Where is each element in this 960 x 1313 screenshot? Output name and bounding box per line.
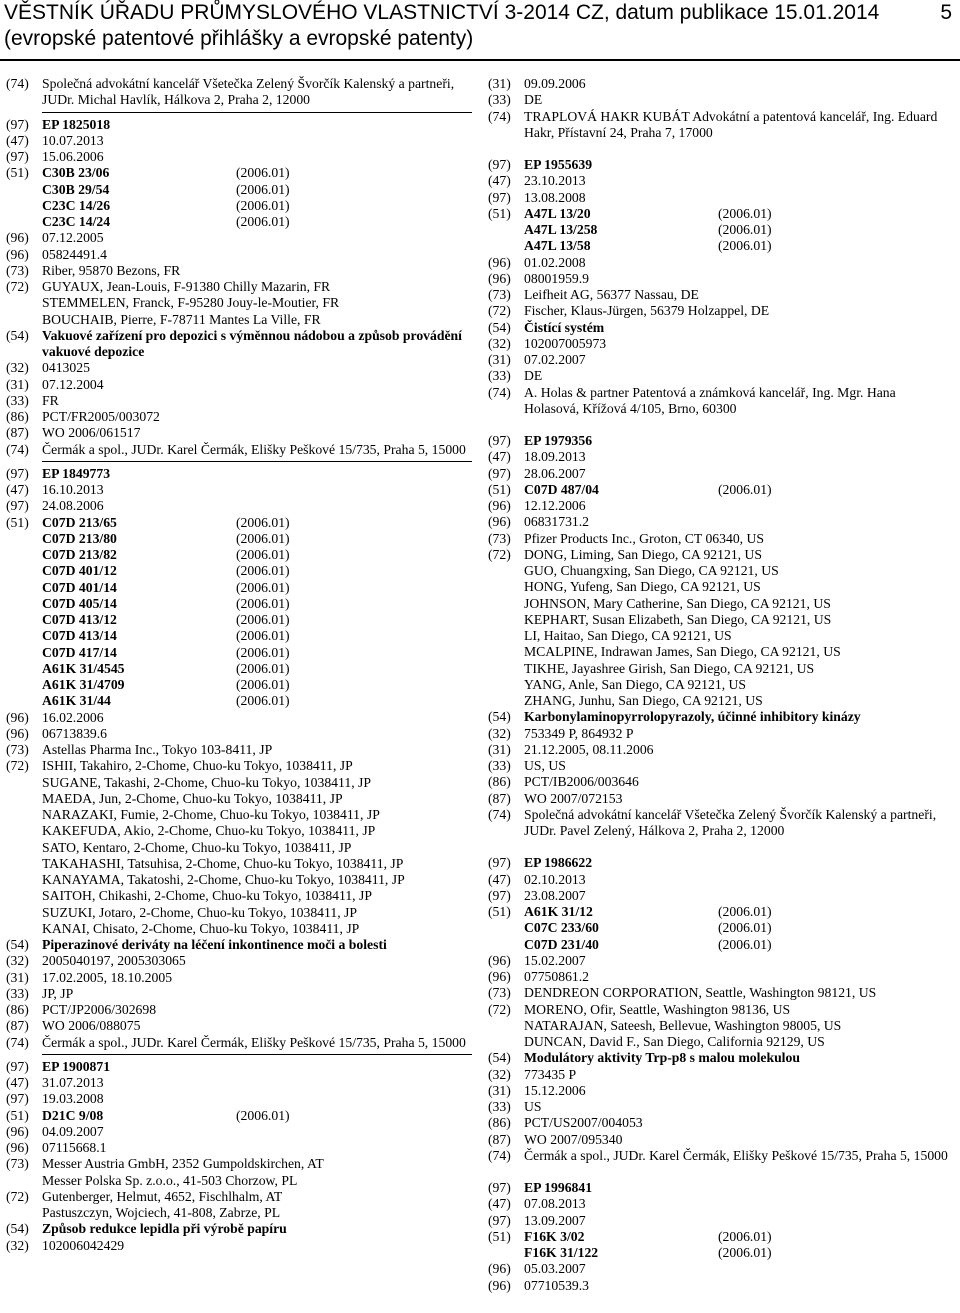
field-73: (73) Leifheit AG, 56377 Nassau, DE	[488, 287, 699, 302]
field-32: (32) 773435 P	[488, 1066, 577, 1082]
field-96: (96) 05.03.2007	[488, 1261, 586, 1277]
page-number: 5	[940, 1, 952, 24]
field-72: TIKHE, Jayashree Girish, San Diego, CA 92121, US	[524, 660, 815, 676]
field-72: YANG, Anle, San Diego, CA 92121, US	[524, 676, 747, 692]
field-32: (32) 102006042429	[6, 1237, 125, 1253]
entry-gap	[488, 141, 954, 157]
journal-subtitle: (evropské patentové přihlášky a evropské patenty)	[4, 27, 474, 50]
field-96: (96) 07.12.2005	[6, 230, 104, 246]
field-51: C30B 29/54 (2006.01)	[42, 181, 290, 197]
field-74: (74) Společná advokátní kancelář Všetečka Zelený Švorčík Kalenský a partneři, JUDr. Pavel Zelený, Hálkova 2, Praha 2, 12000	[488, 806, 937, 838]
field-33: (33) DE	[488, 368, 543, 384]
field-97: (97) 19.03.2008	[6, 1091, 104, 1107]
field-54: (54) Způsob redukce lepidla při výrobě papíru	[6, 1221, 287, 1237]
field-47: (47) 10.07.2013	[6, 132, 104, 148]
entry-gap	[488, 417, 954, 433]
field-73: (73) Riber, 95870 Bezons, FR	[6, 262, 181, 278]
field-51: C23C 14/24 (2006.01)	[42, 214, 290, 229]
entry-gap	[488, 839, 954, 855]
field-33: (33) US, US	[488, 758, 566, 773]
field-96: (96) 06713839.6	[6, 725, 108, 741]
field-74: (74) Společná advokátní kancelář Všetečka Zelený Švorčík Kalenský a partneři, JUDr. Michal Havlík, Hálkova 2, Praha 2, 12000	[6, 76, 455, 108]
field-72: MCALPINE, Indrawan James, San Diego, CA 92121, US	[524, 644, 841, 660]
field-72: JOHNSON, Mary Catherine, San Diego, CA 92121, US	[524, 595, 831, 611]
field-51: C07D 405/14 (2006.01)	[42, 595, 290, 611]
field-97: (97) 13.09.2007	[488, 1212, 586, 1228]
field-51: C07D 231/40 (2006.01)	[524, 936, 772, 952]
field-96: (96) 07750861.2	[488, 969, 590, 984]
field-72: DUNCAN, David F., San Diego, California 92129, US	[524, 1034, 825, 1049]
field-97: (97) 24.08.2006	[6, 498, 104, 514]
field-96: (96) 04.09.2007	[6, 1123, 104, 1139]
header-rule	[0, 59, 960, 61]
field-51: F16K 31/122 (2006.01)	[524, 1245, 772, 1260]
field-51: A47L 13/58 (2006.01)	[524, 238, 772, 254]
field-72: TAKAHASHI, Tatsuhisa, 2-Chome, Chuo-ku Tokyo, 1038411, JP	[42, 855, 404, 871]
field-32: (32) 0413025	[6, 360, 90, 376]
field-96: (96) 15.02.2007	[488, 952, 586, 968]
entry-divider	[6, 458, 470, 466]
entry-divider	[6, 1051, 470, 1059]
field-54: (54) Vakuové zařízení pro depozici s výměnnou nádobou a způsob provádění vakuové depozice	[6, 327, 462, 359]
field-51: A47L 13/258 (2006.01)	[524, 222, 772, 237]
field-31: (31) 21.12.2005, 08.11.2006	[488, 741, 654, 757]
journal-title: VĚSTNÍK ÚŘADU PRŮMYSLOVÉHO VLASTNICTVÍ 3-2014 CZ, datum publikace 15.01.2014	[4, 1, 880, 24]
field-51: C07D 401/14 (2006.01)	[42, 579, 290, 595]
field-96: (96) 08001959.9	[488, 270, 590, 286]
field-51: (51) D21C 9/08 (2006.01)	[6, 1107, 290, 1123]
field-51: (51) C07D 487/04 (2006.01)	[488, 481, 772, 497]
field-51: (51) A47L 13/20 (2006.01)	[488, 205, 772, 221]
field-96: (96) 06831731.2	[488, 514, 590, 530]
field-54: (54) Čistící systém	[488, 319, 605, 335]
field-74: (74) Čermák a spol., JUDr. Karel Čermák, Elišky Peškové 15/735, Praha 5, 15000	[488, 1147, 948, 1163]
field-87: (87) WO 2006/061517	[6, 425, 141, 441]
field-32: (32) 753349 P, 864932 P	[488, 725, 634, 741]
field-33: (33) US	[488, 1099, 542, 1114]
entry-divider	[6, 109, 470, 117]
field-51: (51) C30B 23/06 (2006.01)	[6, 165, 290, 181]
field-96: (96) 05824491.4	[6, 246, 108, 262]
field-72: Pastuszczyn, Wojciech, 41-808, Zabrze, PL	[42, 1205, 281, 1220]
field-47: (47) 07.08.2013	[488, 1196, 586, 1212]
field-31: (31) 17.02.2005, 18.10.2005	[6, 969, 173, 985]
field-87: (87) WO 2007/095340	[488, 1131, 623, 1147]
field-32: (32) 2005040197, 2005303065	[6, 953, 186, 969]
field-72: HONG, Yufeng, San Diego, CA 92121, US	[524, 579, 761, 595]
field-97: (97) EP 1825018	[6, 116, 111, 132]
field-97: (97) EP 1955639	[488, 157, 593, 172]
field-51: C07D 413/14 (2006.01)	[42, 628, 290, 644]
field-72: SUZUKI, Jotaro, 2-Chome, Chuo-ku Tokyo, 1038411, JP	[42, 904, 357, 920]
field-86: (86) PCT/IB2006/003646	[488, 774, 639, 790]
field-72: MAEDA, Jun, 2-Chome, Chuo-ku Tokyo, 1038411, JP	[42, 790, 343, 806]
field-97: (97) 23.08.2007	[488, 887, 586, 903]
field-74: (74) A. Holas & partner Patentová a známková kancelář, Ing. Mgr. Hana Holasová, Křížová 4/105, Brno, 60300	[488, 384, 896, 416]
field-97: (97) EP 1849773	[6, 465, 111, 481]
field-72: (72) ISHII, Takahiro, 2-Chome, Chuo-ku Tokyo, 1038411, JP	[6, 758, 353, 774]
field-72: NATARAJAN, Sateesh, Bellevue, Washington 98005, US	[524, 1017, 842, 1033]
entry-gap	[488, 1164, 954, 1180]
field-72: LI, Haitao, San Diego, CA 92121, US	[524, 628, 732, 643]
field-47: (47) 31.07.2013	[6, 1075, 104, 1090]
field-96: (96) 07115668.1	[6, 1140, 107, 1155]
field-73: (73) DENDREON CORPORATION, Seattle, Washington 98121, US	[488, 985, 877, 1001]
field-72: SAITOH, Chikashi, 2-Chome, Chuo-ku Tokyo, 1038411, JP	[42, 888, 372, 904]
right-column	[488, 76, 954, 1294]
field-97: (97) EP 1986622	[488, 855, 593, 871]
field-72: (72) DONG, Liming, San Diego, CA 92121, US	[488, 546, 763, 562]
field-87: (87) WO 2007/072153	[488, 790, 623, 806]
left-column	[6, 76, 470, 1254]
field-72: KANAI, Chisato, 2-Chome, Chuo-ku Tokyo, 1038411, JP	[42, 920, 360, 936]
field-73: Messer Polska Sp. z.o.o., 41-503 Chorzow, PL	[42, 1172, 298, 1188]
field-74: (74) TRAPLOVÁ HAKR KUBÁT Advokátní a patentová kancelář, Ing. Eduard Hakr, Přístavní 24, Praha 7, 17000	[488, 108, 938, 140]
field-72: KAKEFUDA, Akio, 2-Chome, Chuo-ku Tokyo, 1038411, JP	[42, 823, 376, 839]
field-72: STEMMELEN, Franck, F-95280 Jouy-le-Moutier, FR	[42, 295, 340, 311]
field-96: (96) 12.12.2006	[488, 498, 586, 513]
field-51: (51) F16K 3/02 (2006.01)	[488, 1228, 772, 1244]
field-97: (97) EP 1996841	[488, 1180, 593, 1195]
field-47: (47) 16.10.2013	[6, 482, 104, 497]
field-73: (73) Astellas Pharma Inc., Tokyo 103-8411, JP	[6, 742, 273, 757]
field-87: (87) WO 2006/088075	[6, 1018, 141, 1034]
field-74: (74) Čermák a spol., JUDr. Karel Čermák, Elišky Peškové 15/735, Praha 5, 15000	[6, 1034, 466, 1050]
field-86: (86) PCT/US2007/004053	[488, 1115, 643, 1131]
field-96: (96) 01.02.2008	[488, 254, 586, 270]
field-33: (33) JP, JP	[6, 985, 74, 1001]
field-96: (96) 07710539.3	[488, 1277, 590, 1293]
field-72: SATO, Kentaro, 2-Chome, Chuo-ku Tokyo, 1038411, JP	[42, 839, 352, 855]
field-72: SUGANE, Takashi, 2-Chome, Chuo-ku Tokyo, 1038411, JP	[42, 774, 371, 790]
field-51: (51) C07D 213/65 (2006.01)	[6, 514, 290, 530]
field-33: (33) DE	[488, 92, 543, 108]
field-47: (47) 02.10.2013	[488, 871, 586, 887]
field-51: C23C 14/26 (2006.01)	[42, 197, 290, 213]
field-73: (73) Pfizer Products Inc., Groton, CT 06340, US	[488, 530, 765, 546]
field-97: (97) 28.06.2007	[488, 465, 586, 481]
field-97: (97) EP 1979356	[488, 433, 593, 448]
field-32: (32) 102007005973	[488, 335, 607, 351]
field-31: (31) 07.02.2007	[488, 352, 586, 367]
field-54: (54) Modulátory aktivity Trp-p8 s malou molekulou	[488, 1050, 800, 1066]
field-47: (47) 23.10.2013	[488, 173, 586, 189]
field-72: (72) MORENO, Ofir, Seattle, Washington 98136, US	[488, 1001, 791, 1017]
field-72: NARAZAKI, Fumie, 2-Chome, Chuo-ku Tokyo, 1038411, JP	[42, 807, 380, 822]
field-86: (86) PCT/FR2005/003072	[6, 409, 160, 424]
field-51: C07D 213/82 (2006.01)	[42, 547, 290, 562]
field-72: (72) Fischer, Klaus-Jürgen, 56379 Holzappel, DE	[488, 303, 770, 319]
field-31: (31) 09.09.2006	[488, 76, 586, 91]
field-97: (97) EP 1900871	[6, 1058, 111, 1074]
field-51: A61K 31/4545 (2006.01)	[42, 660, 290, 676]
field-74: (74) Čermák a spol., JUDr. Karel Čermák, Elišky Peškové 15/735, Praha 5, 15000	[6, 441, 466, 457]
field-54: (54) Piperazinové deriváty na léčení inkontinence moči a bolesti	[6, 937, 387, 952]
field-97: (97) 15.06.2006	[6, 149, 104, 164]
field-54: (54) Karbonylaminopyrrolopyrazoly, účinné inhibitory kinázy	[488, 709, 861, 725]
field-51: A61K 31/44 (2006.01)	[42, 693, 290, 709]
field-96: (96) 16.02.2006	[6, 709, 104, 725]
field-51: C07D 413/12 (2006.01)	[42, 612, 290, 627]
field-51: (51) A61K 31/12 (2006.01)	[488, 904, 772, 919]
field-51: A61K 31/4709 (2006.01)	[42, 677, 290, 692]
field-51: C07D 417/14 (2006.01)	[42, 644, 290, 660]
field-72: GUO, Chuangxing, San Diego, CA 92121, US	[524, 563, 779, 578]
field-51: C07D 213/80 (2006.01)	[42, 530, 290, 546]
field-31: (31) 07.12.2004	[6, 376, 104, 392]
field-31: (31) 15.12.2006	[488, 1082, 586, 1098]
field-72: KEPHART, Susan Elizabeth, San Diego, CA 92121, US	[524, 611, 832, 627]
field-51: C07C 233/60 (2006.01)	[524, 920, 772, 936]
field-72: KANAYAMA, Takatoshi, 2-Chome, Chuo-ku Tokyo, 1038411, JP	[42, 872, 405, 887]
field-73: (73) Messer Austria GmbH, 2352 Gumpoldskirchen, AT	[6, 1156, 324, 1172]
field-97: (97) 13.08.2008	[488, 189, 586, 205]
field-72: ZHANG, Junhu, San Diego, CA 92121, US	[524, 693, 763, 708]
field-86: (86) PCT/JP2006/302698	[6, 1002, 157, 1017]
field-72: (72) Gutenberger, Helmut, 4652, Fischlhalm, AT	[6, 1188, 283, 1204]
field-51: C07D 401/12 (2006.01)	[42, 563, 290, 579]
field-33: (33) FR	[6, 392, 59, 408]
field-47: (47) 18.09.2013	[488, 449, 586, 465]
field-72: (72) GUYAUX, Jean-Louis, F-91380 Chilly Mazarin, FR	[6, 279, 331, 294]
page-header	[4, 0, 956, 52]
field-72: BOUCHAIB, Pierre, F-78711 Mantes La Ville, FR	[42, 311, 321, 327]
